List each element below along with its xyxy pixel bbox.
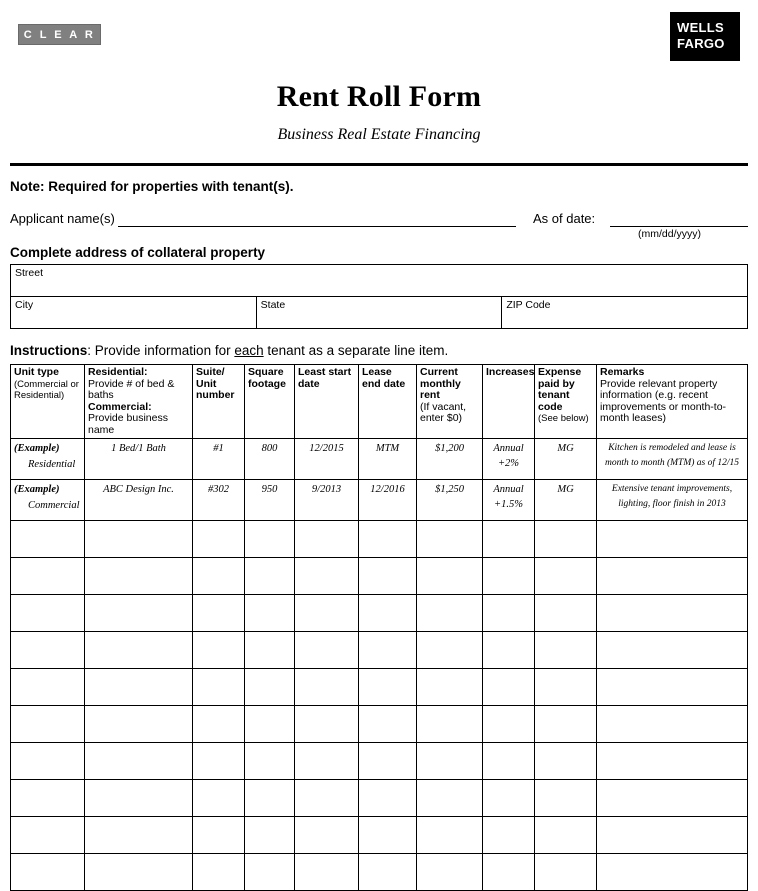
table-cell-input[interactable] xyxy=(483,743,535,780)
table-cell-input[interactable] xyxy=(417,595,483,632)
col-remarks xyxy=(597,365,748,439)
table-cell-input[interactable] xyxy=(295,558,359,595)
table-cell-input[interactable] xyxy=(359,706,417,743)
clear-button[interactable]: C L E A R xyxy=(18,24,101,45)
table-cell-input[interactable] xyxy=(11,632,85,669)
table-cell-input[interactable] xyxy=(193,854,245,891)
table-row-example-1 xyxy=(11,439,748,480)
example-1-current-rent: $1,200 xyxy=(417,439,483,480)
table-cell-input[interactable] xyxy=(597,521,748,558)
table-row xyxy=(11,706,748,743)
state-label: State xyxy=(260,299,286,311)
address-street-row xyxy=(11,265,748,297)
col-suite xyxy=(193,365,245,439)
table-row-example-2 xyxy=(11,480,748,521)
table-cell-input[interactable] xyxy=(597,854,748,891)
table-cell-input[interactable] xyxy=(417,780,483,817)
table-cell-input[interactable] xyxy=(483,521,535,558)
table-cell-input[interactable] xyxy=(11,854,85,891)
example-2-increases-line2: +1.5% xyxy=(494,499,523,510)
table-cell-input[interactable] xyxy=(193,780,245,817)
example-1-suite: #1 xyxy=(193,439,245,480)
table-cell-input[interactable] xyxy=(483,632,535,669)
table-cell-input[interactable] xyxy=(85,743,193,780)
table-cell-input[interactable] xyxy=(295,706,359,743)
table-cell-input[interactable] xyxy=(597,706,748,743)
table-cell-input[interactable] xyxy=(11,817,85,854)
example-2-remarks: Extensive tenant improvements, lighting, floor finish in 2013 xyxy=(597,480,748,521)
applicant-row xyxy=(10,209,748,240)
example-1-expense-code: MG xyxy=(535,439,597,480)
col-lease-start xyxy=(295,365,359,439)
table-cell-input[interactable] xyxy=(535,558,597,595)
col-unit-type xyxy=(11,365,85,439)
table-cell-input[interactable] xyxy=(295,854,359,891)
table-cell-input[interactable] xyxy=(597,817,748,854)
col-expense-sub: (See below) xyxy=(538,413,589,424)
example-1-square-footage: 800 xyxy=(245,439,295,480)
city-label: City xyxy=(15,299,34,311)
table-cell-input[interactable] xyxy=(483,706,535,743)
table-cell-input[interactable] xyxy=(597,669,748,706)
table-cell-input[interactable] xyxy=(11,669,85,706)
col-current-rent-sub: (If vacant, enter $0) xyxy=(420,400,467,424)
example-1-increases-line2: +2% xyxy=(497,458,520,469)
table-cell-input[interactable] xyxy=(417,558,483,595)
table-cell-input[interactable] xyxy=(193,669,245,706)
table-cell-input[interactable] xyxy=(359,743,417,780)
logo-line-2: FARGO xyxy=(677,36,725,51)
table-cell-input[interactable] xyxy=(535,743,597,780)
table-cell-input[interactable] xyxy=(597,780,748,817)
table-cell-input[interactable] xyxy=(359,669,417,706)
table-cell-input[interactable] xyxy=(295,669,359,706)
col-unit-type-title: Unit type xyxy=(14,366,59,378)
table-row xyxy=(11,669,748,706)
table-cell-input[interactable] xyxy=(11,706,85,743)
table-cell-input[interactable] xyxy=(11,558,85,595)
table-cell-input[interactable] xyxy=(245,632,295,669)
col-expense-code xyxy=(535,365,597,439)
table-cell-input[interactable] xyxy=(295,780,359,817)
example-2-expense-code: MG xyxy=(535,480,597,521)
table-cell-input[interactable] xyxy=(85,632,193,669)
table-cell-input[interactable] xyxy=(245,817,295,854)
header-divider xyxy=(10,163,748,166)
table-cell-input[interactable] xyxy=(193,632,245,669)
table-cell-input[interactable] xyxy=(295,595,359,632)
table-cell-input[interactable] xyxy=(245,669,295,706)
table-cell-input[interactable] xyxy=(359,595,417,632)
table-cell-input[interactable] xyxy=(245,743,295,780)
table-cell-input[interactable] xyxy=(295,632,359,669)
table-cell-input[interactable] xyxy=(535,669,597,706)
table-cell-input[interactable] xyxy=(245,521,295,558)
table-cell-input[interactable] xyxy=(483,669,535,706)
table-cell-input[interactable] xyxy=(597,632,748,669)
example-2-increases xyxy=(483,480,535,521)
table-cell-input[interactable] xyxy=(85,780,193,817)
table-cell-input[interactable] xyxy=(535,706,597,743)
street-cell[interactable] xyxy=(11,265,748,297)
table-cell-input[interactable] xyxy=(483,854,535,891)
table-cell-input[interactable] xyxy=(245,706,295,743)
table-cell-input[interactable] xyxy=(11,521,85,558)
col-residential-title: Residential: xyxy=(88,366,148,378)
zip-cell[interactable] xyxy=(502,297,748,329)
table-cell-input[interactable] xyxy=(245,558,295,595)
table-cell-input[interactable] xyxy=(483,817,535,854)
table-cell-input[interactable] xyxy=(11,780,85,817)
col-suite-title: Suite/ Unit number xyxy=(196,366,235,401)
table-cell-input[interactable] xyxy=(245,854,295,891)
instructions-suffix: tenant as a separate line item. xyxy=(263,343,449,358)
table-cell-input[interactable] xyxy=(535,780,597,817)
col-lease-end-title: Lease end date xyxy=(362,366,406,390)
street-label: Street xyxy=(15,267,44,279)
requirement-note: Note: Required for properties with tenant(s). xyxy=(10,179,294,194)
col-current-rent xyxy=(417,365,483,439)
example-2-lease-start: 9/2013 xyxy=(295,480,359,521)
table-cell-input[interactable] xyxy=(359,558,417,595)
example-2-label: (Example) xyxy=(14,484,60,495)
example-2-square-footage: 950 xyxy=(245,480,295,521)
table-cell-input[interactable] xyxy=(535,521,597,558)
blank-rows-body xyxy=(11,521,748,891)
address-table xyxy=(10,264,748,329)
table-cell-input[interactable] xyxy=(295,521,359,558)
table-row xyxy=(11,780,748,817)
col-residential-sub: Provide # of bed & baths xyxy=(88,377,175,401)
table-cell-input[interactable] xyxy=(245,780,295,817)
col-square-footage xyxy=(245,365,295,439)
city-cell[interactable] xyxy=(11,297,257,329)
table-cell-input[interactable] xyxy=(535,632,597,669)
table-cell-input[interactable] xyxy=(417,632,483,669)
col-increases xyxy=(483,365,535,439)
example-2-type: Commercial xyxy=(28,500,80,511)
table-cell-input[interactable] xyxy=(193,706,245,743)
instructions-colon: : Provide information for xyxy=(87,343,235,358)
example-2-current-rent: $1,250 xyxy=(417,480,483,521)
date-format-hint: (mm/dd/yyyy) xyxy=(638,228,701,240)
table-cell-input[interactable] xyxy=(417,817,483,854)
example-1-remarks: Kitchen is remodeled and lease is month to month (MTM) as of 12/15 xyxy=(597,439,748,480)
table-cell-input[interactable] xyxy=(535,817,597,854)
table-cell-input[interactable] xyxy=(483,780,535,817)
logo-line-1: WELLS xyxy=(677,20,724,35)
page-title: Rent Roll Form xyxy=(276,80,482,113)
table-header-row xyxy=(11,365,748,439)
table-cell-input[interactable] xyxy=(193,743,245,780)
table-cell-input[interactable] xyxy=(85,521,193,558)
table-cell-input[interactable] xyxy=(417,706,483,743)
wells-fargo-logo xyxy=(670,12,740,61)
example-2-unit-type xyxy=(11,480,85,521)
as-of-date-input[interactable] xyxy=(610,209,748,227)
table-cell-input[interactable] xyxy=(417,521,483,558)
example-1-type: Residential xyxy=(28,459,76,470)
table-cell-input[interactable] xyxy=(359,521,417,558)
col-lease-end xyxy=(359,365,417,439)
top-bar xyxy=(10,0,748,62)
table-cell-input[interactable] xyxy=(85,669,193,706)
table-cell-input[interactable] xyxy=(597,743,748,780)
example-1-unit-type xyxy=(11,439,85,480)
table-cell-input[interactable] xyxy=(359,632,417,669)
table-row xyxy=(11,521,748,558)
instructions-prefix: Instructions xyxy=(10,343,88,358)
col-unit-type-sub: (Commercial or Residential) xyxy=(14,378,79,401)
example-2-suite: #302 xyxy=(193,480,245,521)
table-cell-input[interactable] xyxy=(193,595,245,632)
table-cell-input[interactable] xyxy=(483,558,535,595)
table-cell-input[interactable] xyxy=(85,706,193,743)
table-cell-input[interactable] xyxy=(85,817,193,854)
col-increases-title: Increases xyxy=(486,366,535,378)
table-cell-input[interactable] xyxy=(245,595,295,632)
page-subtitle: Business Real Estate Financing xyxy=(277,126,481,143)
as-of-date-label: As of date: xyxy=(533,211,596,226)
table-cell-input[interactable] xyxy=(295,743,359,780)
instructions-underline: each xyxy=(234,343,264,358)
table-cell-input[interactable] xyxy=(85,854,193,891)
table-cell-input[interactable] xyxy=(193,817,245,854)
table-cell-input[interactable] xyxy=(597,595,748,632)
instructions-line xyxy=(10,343,748,358)
table-cell-input[interactable] xyxy=(11,743,85,780)
table-cell-input[interactable] xyxy=(483,595,535,632)
table-cell-input[interactable] xyxy=(85,595,193,632)
table-row xyxy=(11,817,748,854)
table-cell-input[interactable] xyxy=(535,595,597,632)
table-cell-input[interactable] xyxy=(535,854,597,891)
rent-roll-table xyxy=(10,364,748,891)
state-cell[interactable] xyxy=(256,297,502,329)
col-remarks-title: Remarks xyxy=(600,366,645,378)
example-2-lease-end: 12/2016 xyxy=(359,480,417,521)
address-heading: Complete address of collateral property xyxy=(10,245,266,260)
address-city-row xyxy=(11,297,748,329)
col-lease-start-title: Least start date xyxy=(298,366,352,390)
table-row xyxy=(11,558,748,595)
col-remarks-sub: Provide relevant property information (e.g. recent improvements or month-to-month leases) xyxy=(600,377,727,424)
table-cell-input[interactable] xyxy=(359,780,417,817)
col-commercial-sub: Provide business name xyxy=(88,412,168,436)
applicant-label: Applicant name(s) xyxy=(10,211,115,226)
example-1-lease-start: 12/2015 xyxy=(295,439,359,480)
col-commercial-title: Commercial: xyxy=(88,400,152,413)
table-cell-input[interactable] xyxy=(359,817,417,854)
example-1-description: 1 Bed/1 Bath xyxy=(85,439,193,480)
col-square-footage-title: Square footage xyxy=(248,366,286,390)
example-1-label: (Example) xyxy=(14,443,60,454)
table-row xyxy=(11,743,748,780)
example-1-increases xyxy=(483,439,535,480)
table-cell-input[interactable] xyxy=(11,595,85,632)
table-row xyxy=(11,595,748,632)
zip-label: ZIP Code xyxy=(506,299,551,311)
table-cell-input[interactable] xyxy=(359,854,417,891)
col-expense-title: Expense paid by tenant code xyxy=(538,366,582,413)
example-1-increases-line1: Annual xyxy=(493,443,524,454)
table-cell-input[interactable] xyxy=(295,817,359,854)
table-cell-input[interactable] xyxy=(85,558,193,595)
table-row xyxy=(11,632,748,669)
table-cell-input[interactable] xyxy=(193,521,245,558)
col-description xyxy=(85,365,193,439)
table-cell-input[interactable] xyxy=(417,743,483,780)
table-row xyxy=(11,854,748,891)
table-cell-input[interactable] xyxy=(193,558,245,595)
example-2-description: ABC Design Inc. xyxy=(85,480,193,521)
table-cell-input[interactable] xyxy=(417,854,483,891)
col-current-rent-title: Current monthly rent xyxy=(420,366,461,401)
applicant-name-input[interactable] xyxy=(118,209,516,227)
example-1-lease-end: MTM xyxy=(359,439,417,480)
example-2-increases-line1: Annual xyxy=(493,484,524,495)
table-cell-input[interactable] xyxy=(597,558,748,595)
table-cell-input[interactable] xyxy=(417,669,483,706)
